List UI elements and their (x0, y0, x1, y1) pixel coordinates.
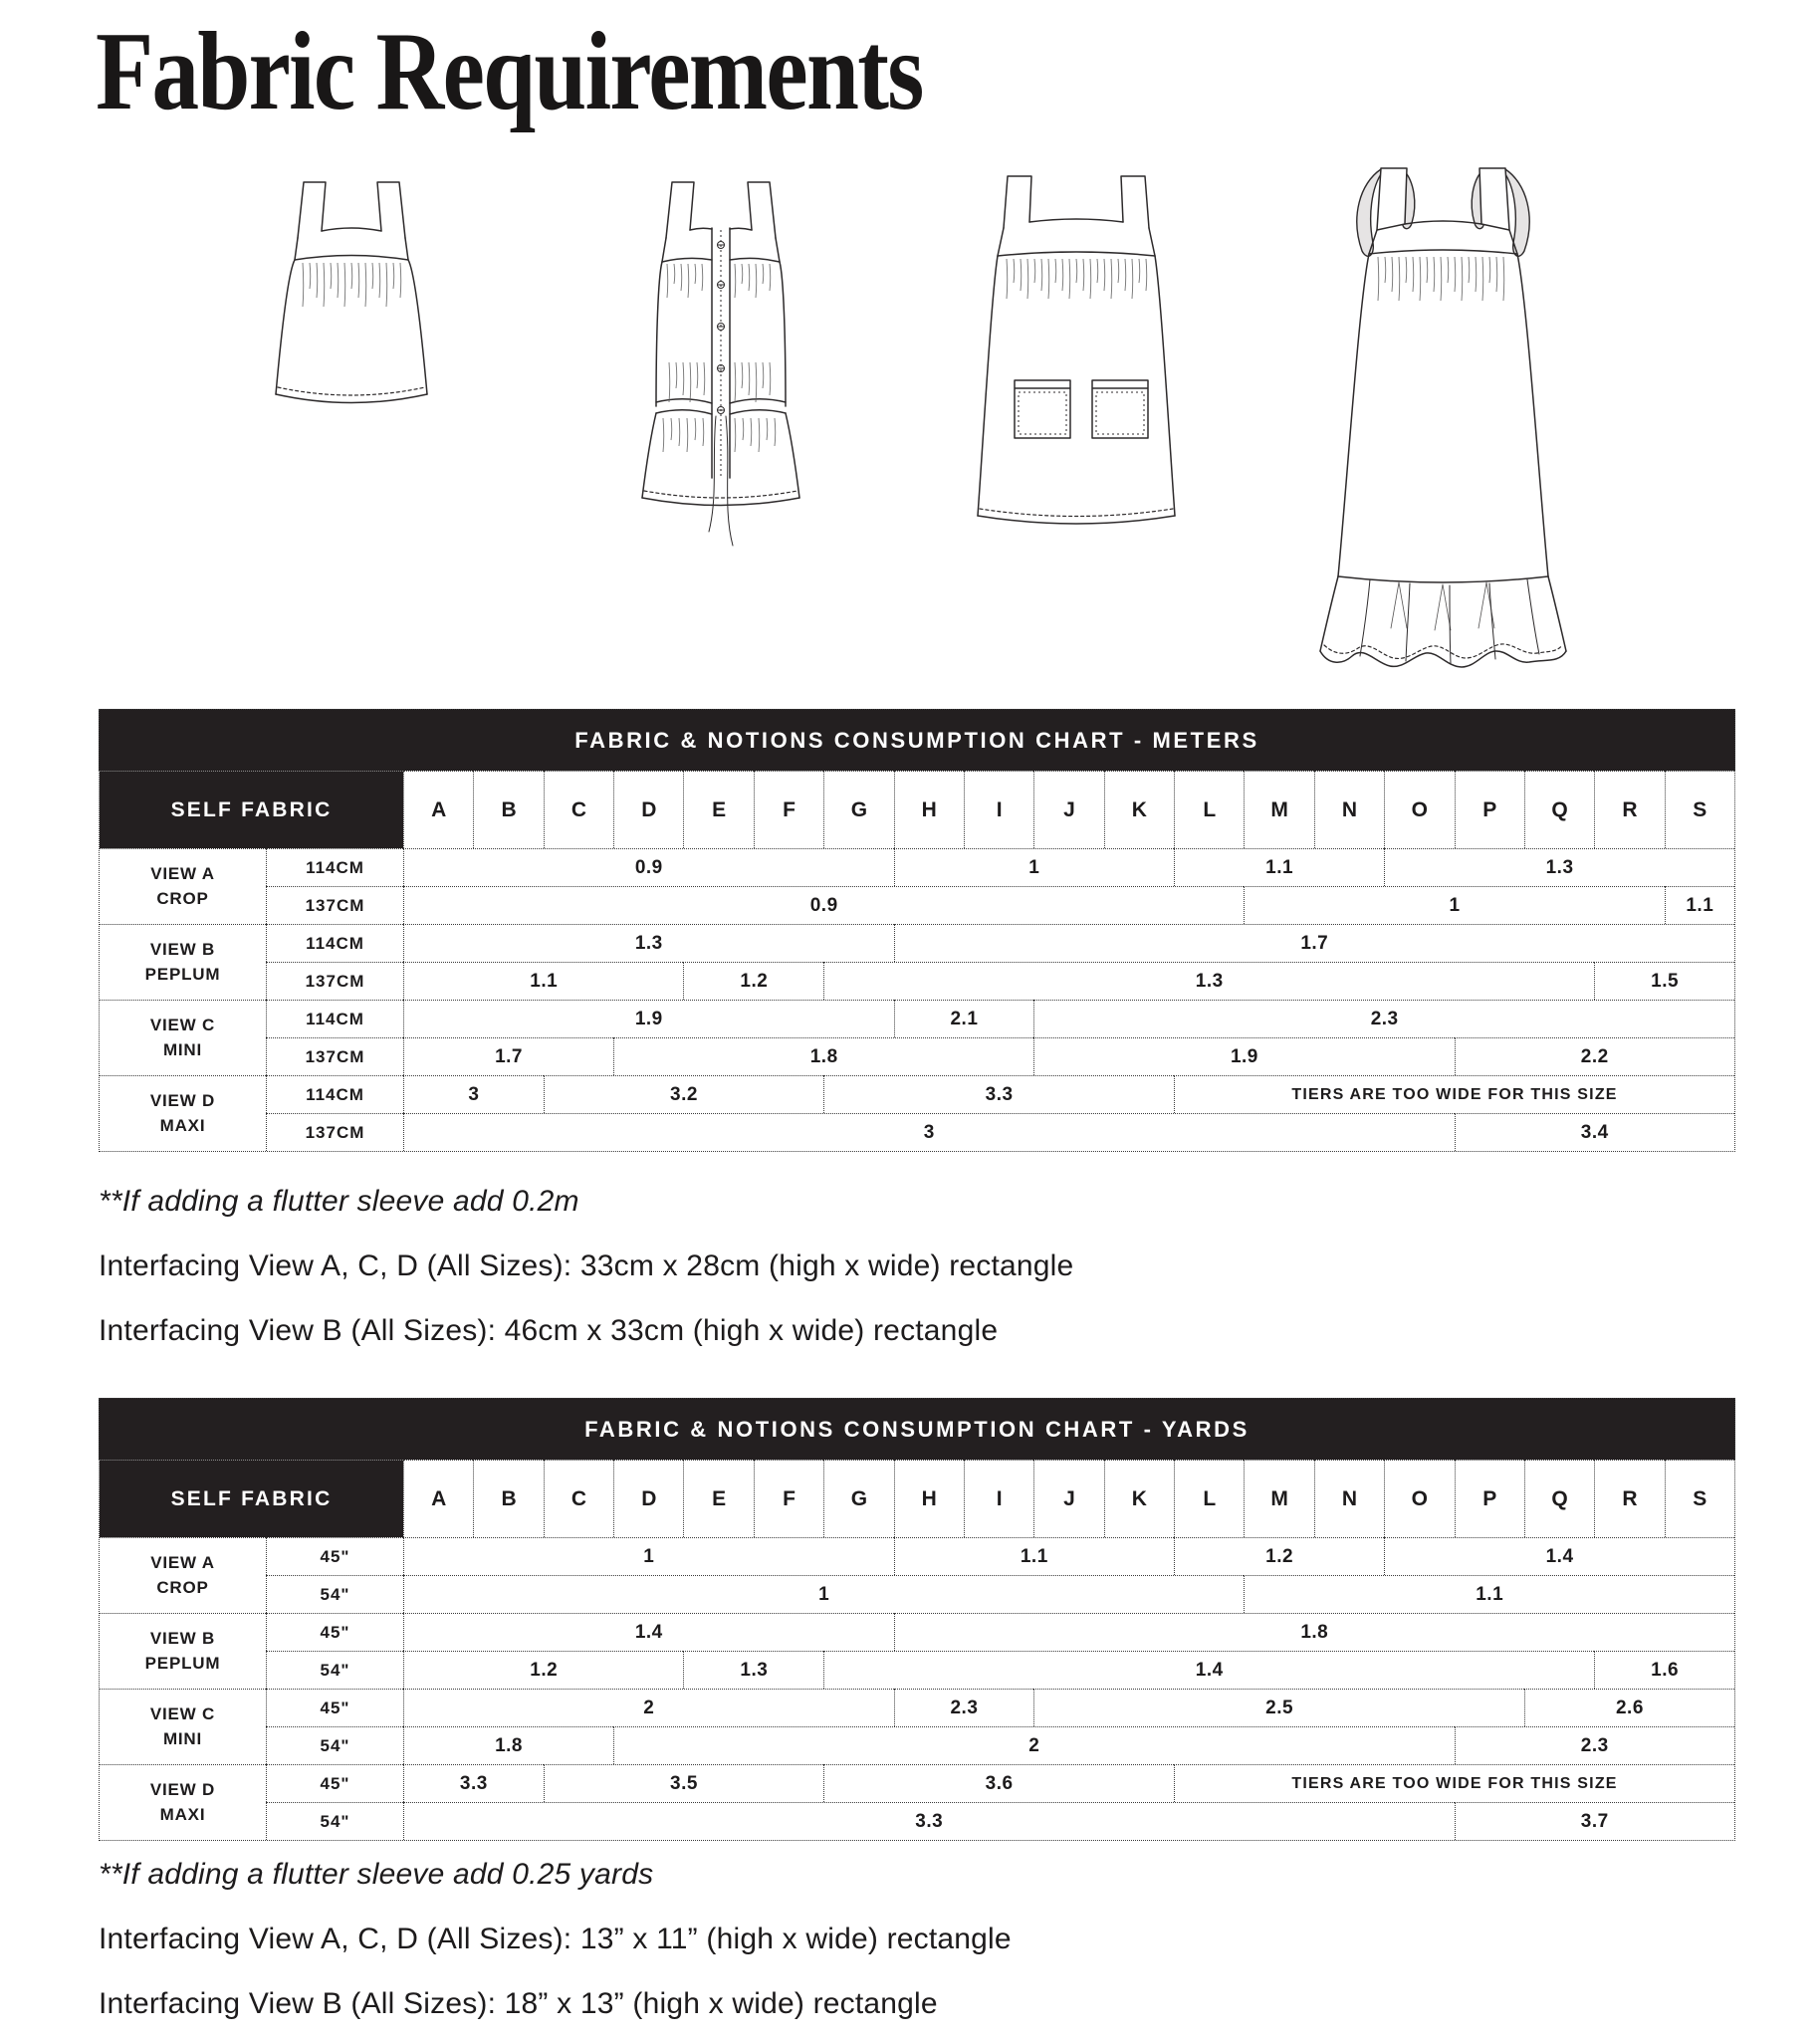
yardage-value-cell: 1.1 (1174, 848, 1384, 886)
yardage-value-cell: 3.6 (823, 1764, 1174, 1802)
yardage-value-cell: 1.4 (403, 1613, 894, 1651)
yardage-value-cell: 2.3 (894, 1689, 1034, 1726)
fabric-width-label: 114CM (266, 1000, 403, 1037)
size-column-header: L (1174, 1460, 1244, 1537)
yardage-value-cell: 0.9 (403, 886, 1244, 924)
yardage-value-cell: 2.5 (1033, 1689, 1524, 1726)
fabric-width-label: 114CM (266, 924, 403, 962)
view-label: VIEW A CROP (100, 848, 266, 924)
size-column-header: L (1174, 771, 1244, 848)
yardage-value-cell: 3.7 (1455, 1802, 1734, 1840)
size-column-header: O (1384, 1460, 1454, 1537)
size-column-header: H (894, 1460, 964, 1537)
size-column-header: Q (1524, 1460, 1594, 1537)
yardage-value-cell: 1.3 (403, 924, 894, 962)
note-interfacing-acd-yards: Interfacing View A, C, D (All Sizes): 13” x 11” (high x wide) rectangle (99, 1923, 1012, 1955)
note-interfacing-acd-meters: Interfacing View A, C, D (All Sizes): 33cm x 28cm (high x wide) rectangle (99, 1249, 1074, 1282)
size-column-header: N (1314, 1460, 1384, 1537)
view-label: VIEW B PEPLUM (100, 924, 266, 1000)
chart-grid-yards (99, 1460, 1735, 1841)
yardage-value-cell: 1.7 (894, 924, 1734, 962)
yardage-value-cell: 1.4 (1384, 1537, 1734, 1575)
chart-grid-meters (99, 771, 1735, 1152)
yardage-value-cell: 1.1 (1665, 886, 1734, 924)
size-column-header: I (964, 771, 1033, 848)
yardage-value-cell: 1.8 (613, 1037, 1033, 1075)
yardage-value-cell: 1.9 (1033, 1037, 1454, 1075)
maxi-dress-sketch (1300, 153, 1586, 701)
size-column-header: E (683, 1460, 753, 1537)
yardage-value-cell: 1.1 (403, 962, 683, 1000)
yardage-value-cell: 1.3 (1384, 848, 1734, 886)
yardage-value-cell: 3 (403, 1113, 1455, 1151)
tiers-too-wide-note: TIERS ARE TOO WIDE FOR THIS SIZE (1174, 1764, 1734, 1802)
fabric-width-label: 137CM (266, 886, 403, 924)
yardage-value-cell: 1.1 (1244, 1575, 1734, 1613)
yardage-value-cell: 1.5 (1594, 962, 1734, 1000)
fabric-width-label: 114CM (266, 1075, 403, 1113)
size-column-header: J (1033, 771, 1103, 848)
size-column-header: D (613, 771, 683, 848)
size-column-header: M (1244, 1460, 1313, 1537)
fabric-width-label: 54" (266, 1651, 403, 1689)
chart-banner-yards: FABRIC & NOTIONS CONSUMPTION CHART - YARDS (99, 1398, 1735, 1460)
self-fabric-corner-label: SELF FABRIC (100, 771, 403, 848)
yardage-value-cell: 2.1 (894, 1000, 1034, 1037)
size-column-header: G (823, 1460, 893, 1537)
yardage-value-cell: 1.2 (403, 1651, 683, 1689)
consumption-chart-meters (99, 709, 1735, 1152)
fabric-width-label: 45" (266, 1537, 403, 1575)
yardage-value-cell: 1 (894, 848, 1174, 886)
yardage-value-cell: 1.3 (683, 1651, 823, 1689)
yardage-value-cell: 1.3 (823, 962, 1594, 1000)
chart-banner-meters: FABRIC & NOTIONS CONSUMPTION CHART - METERS (99, 709, 1735, 771)
size-column-header: D (613, 1460, 683, 1537)
consumption-chart-yards (99, 1398, 1735, 1841)
size-column-header: A (403, 1460, 473, 1537)
yardage-value-cell: 1.7 (403, 1037, 613, 1075)
tiers-too-wide-note: TIERS ARE TOO WIDE FOR THIS SIZE (1174, 1075, 1734, 1113)
fabric-width-label: 54" (266, 1575, 403, 1613)
yardage-value-cell: 2 (403, 1689, 894, 1726)
view-label: VIEW D MAXI (100, 1764, 266, 1840)
yardage-value-cell: 1.2 (1174, 1537, 1384, 1575)
size-column-header: R (1594, 1460, 1664, 1537)
size-column-header: O (1384, 771, 1454, 848)
peplum-top-sketch (625, 167, 816, 550)
crop-top-sketch (261, 167, 442, 424)
fabric-width-label: 45" (266, 1689, 403, 1726)
size-column-header: M (1244, 771, 1313, 848)
size-column-header: H (894, 771, 964, 848)
size-column-header: P (1455, 1460, 1524, 1537)
yardage-value-cell: 2.6 (1524, 1689, 1734, 1726)
view-label: VIEW A CROP (100, 1537, 266, 1613)
view-a-crop-top-drawing (261, 167, 442, 424)
yardage-value-cell: 0.9 (403, 848, 894, 886)
yardage-value-cell: 1.2 (683, 962, 823, 1000)
size-column-header: B (473, 1460, 543, 1537)
note-flutter-sleeve-meters: **If adding a flutter sleeve add 0.2m (99, 1185, 579, 1218)
yardage-value-cell: 3.5 (544, 1764, 823, 1802)
yardage-value-cell: 1 (403, 1537, 894, 1575)
view-c-mini-dress-drawing (967, 163, 1186, 566)
mini-dress-sketch (967, 163, 1186, 566)
view-b-peplum-top-drawing (625, 167, 816, 550)
view-label: VIEW D MAXI (100, 1075, 266, 1151)
yardage-value-cell: 3.3 (823, 1075, 1174, 1113)
note-flutter-sleeve-yards: **If adding a flutter sleeve add 0.25 yards (99, 1858, 654, 1891)
yardage-value-cell: 1.8 (403, 1726, 613, 1764)
fabric-width-label: 114CM (266, 848, 403, 886)
page-title: Fabric Requirements (96, 10, 923, 133)
yardage-value-cell: 2.3 (1455, 1726, 1734, 1764)
yardage-value-cell: 3.3 (403, 1802, 1455, 1840)
view-label: VIEW C MINI (100, 1689, 266, 1764)
size-column-header: E (683, 771, 753, 848)
view-label: VIEW B PEPLUM (100, 1613, 266, 1689)
note-interfacing-b-meters: Interfacing View B (All Sizes): 46cm x 33cm (high x wide) rectangle (99, 1314, 999, 1347)
size-column-header: S (1665, 771, 1734, 848)
fabric-width-label: 45" (266, 1613, 403, 1651)
yardage-value-cell: 2.2 (1455, 1037, 1734, 1075)
fabric-width-label: 137CM (266, 1113, 403, 1151)
view-d-maxi-dress-drawing (1300, 153, 1586, 701)
yardage-value-cell: 3.3 (403, 1764, 544, 1802)
fabric-width-label: 54" (266, 1726, 403, 1764)
size-column-header: R (1594, 771, 1664, 848)
yardage-value-cell: 1 (1244, 886, 1664, 924)
fabric-width-label: 137CM (266, 962, 403, 1000)
self-fabric-corner-label: SELF FABRIC (100, 1460, 403, 1537)
yardage-value-cell: 1.6 (1594, 1651, 1734, 1689)
size-column-header: K (1104, 1460, 1174, 1537)
size-column-header: B (473, 771, 543, 848)
size-column-header: Q (1524, 771, 1594, 848)
size-column-header: S (1665, 1460, 1734, 1537)
size-column-header: I (964, 1460, 1033, 1537)
yardage-value-cell: 1.4 (823, 1651, 1594, 1689)
fabric-width-label: 137CM (266, 1037, 403, 1075)
fabric-width-label: 54" (266, 1802, 403, 1840)
fabric-width-label: 45" (266, 1764, 403, 1802)
yardage-value-cell: 1.9 (403, 1000, 894, 1037)
size-column-header: K (1104, 771, 1174, 848)
size-column-header: J (1033, 1460, 1103, 1537)
yardage-value-cell: 3.4 (1455, 1113, 1734, 1151)
size-column-header: N (1314, 771, 1384, 848)
yardage-value-cell: 2 (613, 1726, 1454, 1764)
size-column-header: F (754, 771, 823, 848)
size-column-header: P (1455, 771, 1524, 848)
yardage-value-cell: 1.8 (894, 1613, 1734, 1651)
yardage-value-cell: 3.2 (544, 1075, 823, 1113)
size-column-header: C (544, 1460, 613, 1537)
view-label: VIEW C MINI (100, 1000, 266, 1075)
yardage-value-cell: 3 (403, 1075, 544, 1113)
size-column-header: G (823, 771, 893, 848)
size-column-header: F (754, 1460, 823, 1537)
yards-notes (99, 1858, 1012, 2041)
yardage-value-cell: 2.3 (1033, 1000, 1734, 1037)
note-interfacing-b-yards: Interfacing View B (All Sizes): 18” x 13” (high x wide) rectangle (99, 1987, 938, 2020)
yardage-value-cell: 1.1 (894, 1537, 1174, 1575)
yardage-value-cell: 1 (403, 1575, 1244, 1613)
size-column-header: A (403, 771, 473, 848)
meters-notes (99, 1185, 1073, 1379)
size-column-header: C (544, 771, 613, 848)
